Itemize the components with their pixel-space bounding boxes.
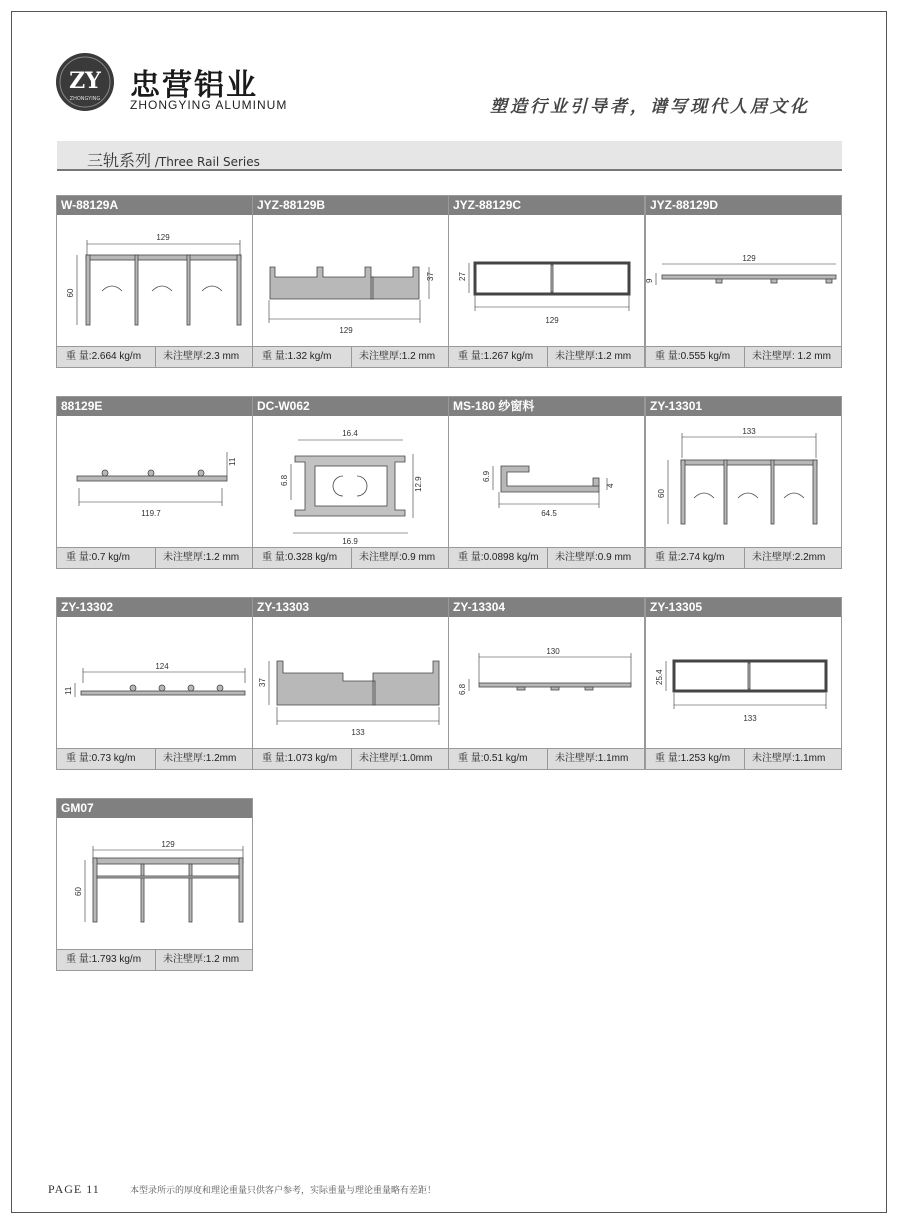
svg-text:6.8: 6.8 (458, 683, 467, 695)
profile-specs: 重 量:1.32 kg/m 未注壁厚:1.2 mm (253, 346, 448, 367)
profile-code: JYZ-88129D (646, 196, 841, 215)
svg-text:ZHONGYING: ZHONGYING (69, 96, 101, 102)
brand-name-en: ZHONGYING ALUMINUM (130, 98, 288, 112)
zy-logo-icon (55, 52, 115, 112)
svg-text:129: 129 (545, 316, 559, 325)
svg-text:ZY: ZY (69, 68, 101, 94)
profile-card-88129e (56, 396, 253, 569)
profile-card-zy-13305 (645, 597, 842, 770)
series-title (87, 148, 260, 171)
profile-drawing (449, 215, 644, 347)
profile-code: DC-W062 (253, 397, 448, 416)
profile-card-w-88129a (56, 195, 253, 368)
profile-code: ZY-13302 (57, 598, 252, 617)
profile-card-zy-13304 (448, 597, 645, 770)
svg-text:16.9: 16.9 (342, 537, 358, 546)
profile-specs: 重 量:0.73 kg/m 未注壁厚:1.2mm (57, 748, 252, 769)
profile-drawing (253, 416, 448, 548)
svg-text:130: 130 (546, 647, 560, 656)
profile-code: 88129E (57, 397, 252, 416)
profile-specs: 重 量:0.0898 kg/m 未注壁厚:0.9 mm (449, 547, 644, 568)
profile-drawing (646, 617, 841, 749)
profile-card-zy-13302 (56, 597, 253, 770)
profile-specs: 重 量:0.555 kg/m 未注壁厚: 1.2 mm (646, 346, 841, 367)
slogan: 塑造行业引导者，谱写现代人居文化 (490, 97, 810, 117)
series-title-cn: 三轨系列 (87, 151, 152, 170)
brand-name: 忠营铝业 (130, 68, 258, 103)
svg-text:12.9: 12.9 (414, 476, 423, 492)
profile-card-dc-w062 (252, 396, 449, 569)
profile-specs: 重 量:0.328 kg/m 未注壁厚:0.9 mm (253, 547, 448, 568)
profile-code: JYZ-88129B (253, 196, 448, 215)
profile-specs: 重 量:1.253 kg/m 未注壁厚:1.1mm (646, 748, 841, 769)
svg-text:4: 4 (606, 483, 615, 488)
svg-text:129: 129 (339, 326, 353, 335)
profile-specs: 重 量:0.51 kg/m 未注壁厚:1.1mm (449, 748, 644, 769)
profile-card-zy-13303 (252, 597, 449, 770)
svg-text:37: 37 (426, 272, 435, 281)
profile-drawing (57, 617, 252, 749)
profile-card-ms-180 (448, 396, 645, 569)
profile-code: JYZ-88129C (449, 196, 644, 215)
svg-text:11: 11 (64, 686, 73, 695)
series-header (57, 141, 842, 171)
profile-code: MS-180 纱窗料 (449, 397, 644, 416)
svg-text:60: 60 (66, 288, 75, 298)
svg-text:16.4: 16.4 (342, 429, 358, 438)
profile-card-jyz-88129c (448, 195, 645, 368)
profile-drawing (646, 215, 841, 347)
svg-text:27: 27 (458, 272, 467, 281)
svg-text:133: 133 (351, 728, 365, 737)
profile-specs: 重 量:1.793 kg/m 未注壁厚:1.2 mm (57, 949, 252, 970)
svg-text:124: 124 (155, 662, 169, 671)
svg-text:119.7: 119.7 (141, 509, 161, 518)
profile-code: ZY-13304 (449, 598, 644, 617)
svg-text:25.4: 25.4 (655, 669, 664, 685)
profile-specs: 重 量:0.7 kg/m 未注壁厚:1.2 mm (57, 547, 252, 568)
profile-code: W-88129A (57, 196, 252, 215)
profile-specs: 重 量:2.74 kg/m 未注壁厚:2.2mm (646, 547, 841, 568)
profile-card-zy-13301 (645, 396, 842, 569)
svg-text:129: 129 (742, 254, 756, 263)
profile-drawing (646, 416, 841, 548)
svg-text:60: 60 (74, 887, 83, 896)
profile-code: ZY-13303 (253, 598, 448, 617)
profile-drawing (253, 617, 448, 749)
svg-text:6.9: 6.9 (482, 470, 491, 482)
profile-drawing (57, 416, 252, 548)
svg-text:129: 129 (161, 840, 175, 849)
profile-drawing (449, 617, 644, 749)
profile-drawing (57, 818, 252, 950)
profile-code: ZY-13305 (646, 598, 841, 617)
disclaimer: 本型录所示的厚度和理论重量只供客户参考，实际重量与理论重量略有差距！ (130, 1185, 437, 1195)
profile-drawing (253, 215, 448, 347)
svg-text:6.8: 6.8 (280, 474, 289, 486)
svg-text:9: 9 (645, 278, 654, 283)
svg-text:133: 133 (743, 714, 757, 723)
svg-text:60: 60 (657, 489, 666, 498)
profile-code: ZY-13301 (646, 397, 841, 416)
svg-text:64.5: 64.5 (541, 509, 557, 518)
series-title-en: /Three Rail Series (151, 155, 260, 169)
svg-text:133: 133 (742, 427, 756, 436)
profile-specs: 重 量:1.267 kg/m 未注壁厚:1.2 mm (449, 346, 644, 367)
profile-card-jyz-88129b (252, 195, 449, 368)
svg-text:11: 11 (228, 457, 237, 466)
profile-specs: 重 量:1.073 kg/m 未注壁厚:1.0mm (253, 748, 448, 769)
svg-text:129: 129 (156, 233, 170, 242)
page-number: PAGE 11 (48, 1182, 100, 1196)
profile-card-gm07 (56, 798, 253, 971)
profile-drawing (449, 416, 644, 548)
svg-text:37: 37 (258, 678, 267, 687)
profile-card-jyz-88129d (645, 195, 842, 368)
profile-code: GM07 (57, 799, 252, 818)
profile-specs: 重 量:2.664 kg/m 未注壁厚:2.3 mm (57, 346, 252, 367)
profile-drawing (57, 215, 252, 347)
